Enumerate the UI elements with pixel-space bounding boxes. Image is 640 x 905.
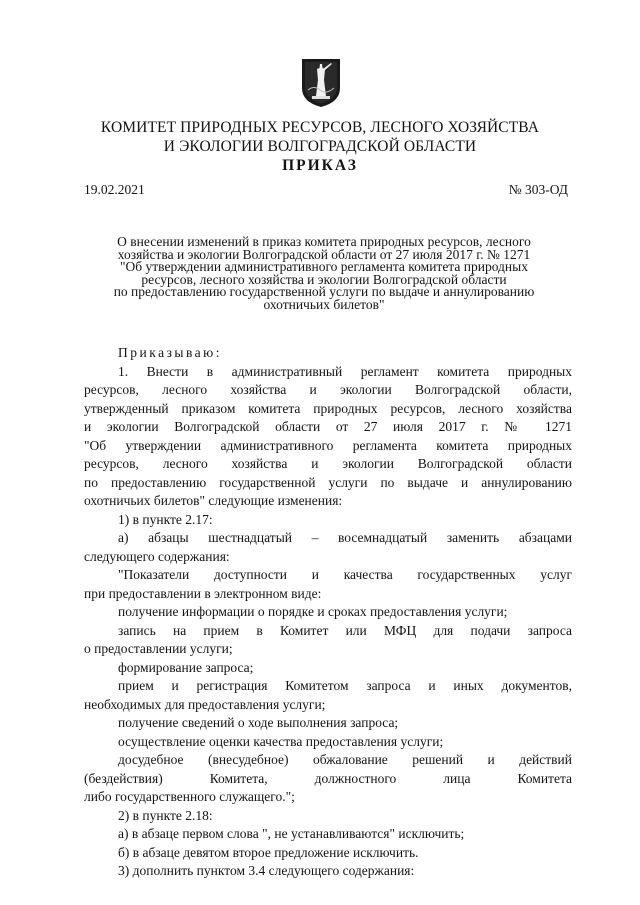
document-number: № 303-ОД [508, 182, 568, 197]
body-line: необходимых для предоставления услуги; [84, 696, 326, 712]
quote-paragraph: получение информации о порядке и сроках предоставления услуги; [118, 604, 508, 619]
subject-line: по предоставлению государственной услуги по выдаче и аннулированию [113, 284, 535, 300]
order-word: Приказываю: [118, 345, 222, 360]
quote-paragraph [84, 566, 572, 603]
organization-name [40, 118, 600, 156]
body-line: утвержденный приказом комитета природных ресурсов, лесного хозяйства [84, 400, 572, 416]
body-line: запись на прием в Комитет или МФЦ для подачи запроса [118, 622, 572, 638]
item-1: 1) в пункте 2.17: [118, 511, 213, 527]
subject-line: хозяйства и экологии Волгоградской области от 27 июля 2017 г. № 1271 [117, 246, 531, 262]
body-line: при предоставлении в электронном виде: [84, 585, 322, 601]
item-2: 2) в пункте 2.18: [118, 807, 213, 823]
body-line: ресурсов, лесного хозяйства и экологии Волгоградской области [84, 456, 572, 471]
body-line: о предоставлении услуги; [84, 641, 233, 656]
body-line: 1. Внести в административный регламент комитета природных [118, 363, 572, 379]
quote-paragraph: формирование запроса; [118, 659, 254, 675]
organization-name-line: КОМИТЕТ ПРИРОДНЫХ РЕСУРСОВ, ЛЕСНОГО ХОЗЯЙСТВА [100, 119, 540, 136]
quote-paragraph: осуществление оценки качества предоставления услуги; [118, 733, 444, 749]
quote-paragraph: получение сведений о ходе выполнения запроса; [118, 715, 399, 730]
quote-paragraph [84, 751, 572, 807]
subject-line: охотничьих билетов" [263, 296, 385, 312]
body-line: (бездействия) Комитета, должностного лица Комитета [84, 770, 572, 786]
subject-line: О внесении изменений в приказ комитета природных ресурсов, лесного [117, 234, 531, 249]
body-line: охотничьих билетов" следующие изменения: [84, 493, 343, 508]
body-line: ресурсов, лесного хозяйства и экологии Волгоградской области, [84, 382, 572, 397]
body-line: досудебное (внесудебное) обжалование решений и действий [118, 752, 572, 767]
document-date: 19.02.2021 [84, 182, 145, 197]
body-line: "Об утверждении административного регламента комитета природных [84, 437, 572, 453]
body-line: следующего содержания: [84, 548, 230, 564]
quote-paragraph [84, 677, 572, 714]
body-line: по предоставлению государственной услуги по выдаче и аннулированию [84, 474, 572, 490]
item-3: 3) дополнить пунктом 3.4 следующего содержания: [118, 863, 415, 878]
paragraph-1 [84, 363, 572, 511]
subject-line: ресурсов, лесного хозяйства и экологии Волгоградской области [141, 271, 507, 287]
body-line: и экологии Волгоградской области от 27 июля 2017 г. № 1271 [84, 419, 572, 434]
document-subject [84, 236, 564, 312]
subject-line: "Об утверждении административного регламента комитета природных [120, 259, 528, 275]
body-line: "Показатели доступности и качества государственных услуг [118, 567, 572, 582]
item-2a: а) в абзаце первом слова ", не устанавливаются" исключить; [118, 826, 465, 841]
volgograd-coat-of-arms-icon [300, 58, 342, 108]
document-body [84, 344, 572, 881]
body-line: прием и регистрация Комитетом запроса и иных документов, [118, 678, 572, 693]
organization-name-line: И ЭКОЛОГИИ ВОЛГОГРАДСКОЙ ОБЛАСТИ [163, 138, 477, 155]
body-line: либо государственного служащего."; [84, 789, 295, 804]
document-type: ПРИКАЗ [282, 157, 358, 174]
item-1a [84, 529, 572, 566]
item-2b: б) в абзаце девятом второе предложение исключить. [118, 844, 419, 860]
body-line: а) абзацы шестнадцатый – восемнадцатый заменить абзацами [118, 530, 572, 545]
quote-paragraph [84, 622, 572, 659]
